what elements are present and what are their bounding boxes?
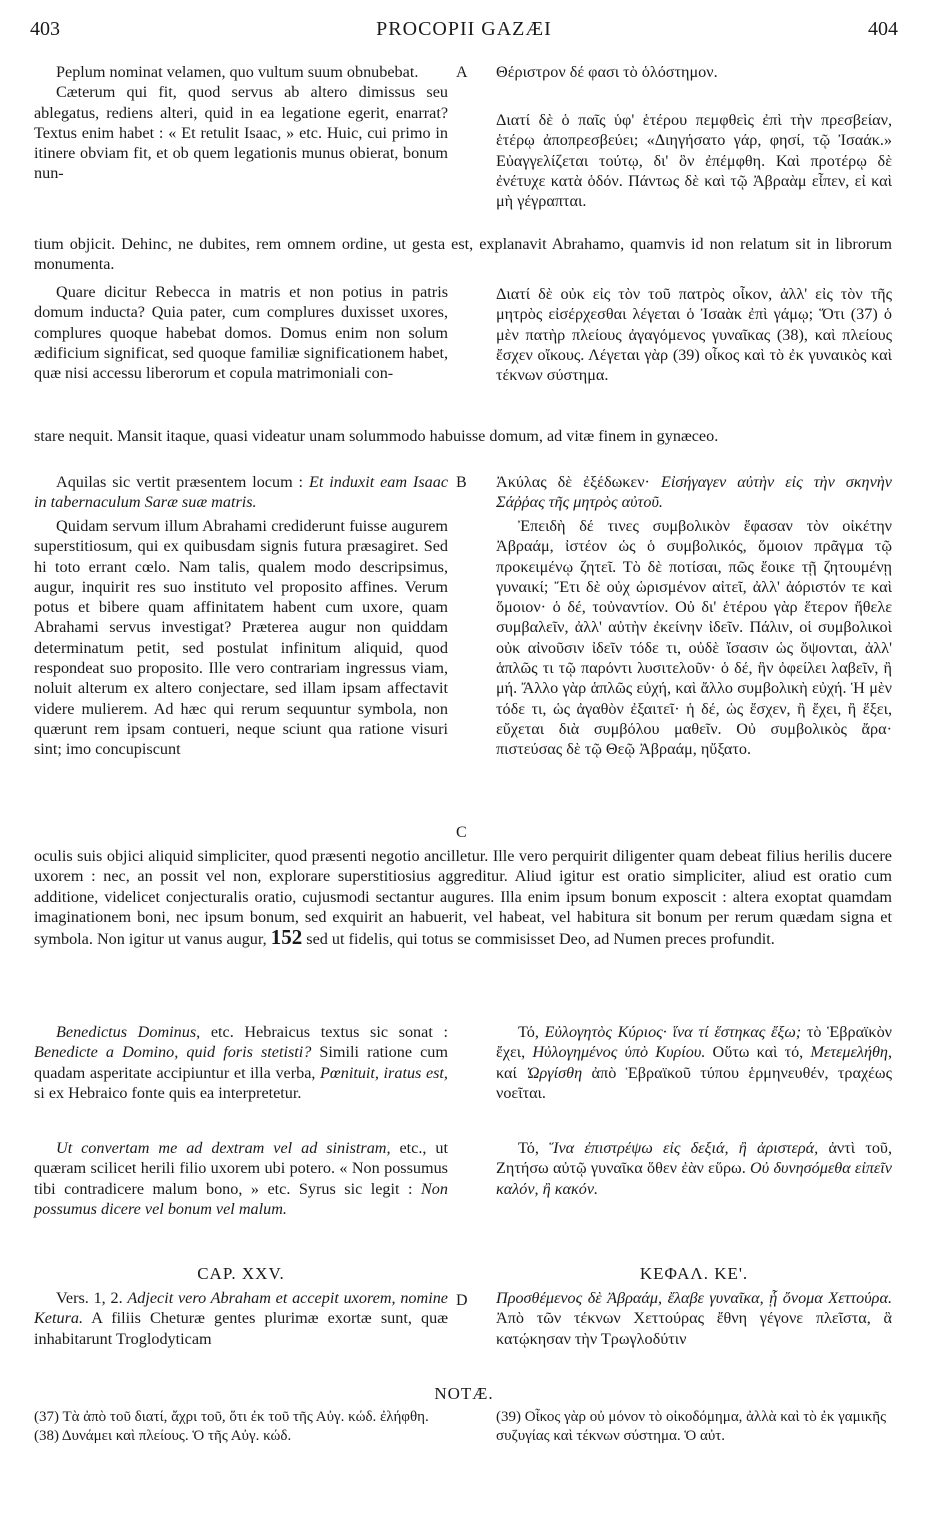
latin-quote: Benedictus Dominus, (56, 1023, 201, 1041)
latin-paragraph (34, 472, 448, 513)
greek-text: Οὕτω καὶ τό, (705, 1043, 811, 1062)
full-paragraph (34, 846, 892, 949)
greek-text: Ἀπὸ τῶν τέκνων Χεττούρας ἔθνη γέγονε πλεῖστα, ἃ κατῴκησαν τὴν Τρωγλοδύτιν (496, 1309, 892, 1348)
greek-block-4 (496, 472, 892, 513)
greek-block-8 (496, 1288, 892, 1349)
greek-text: ἀντὶ τοῦ, Ζητήσω αὐτῷ γυναῖκα ὅθεν ἐὰν εὕρω. (496, 1139, 892, 1178)
greek-quote: Ὠργίσθη (526, 1063, 583, 1082)
latin-paragraph (34, 1288, 448, 1349)
greek-text: Τό, (518, 1023, 545, 1041)
greek-block-3 (496, 284, 892, 385)
greek-block-5 (496, 516, 892, 760)
latin-quote: Et induxit eam Isaac in tabernaculum Saræ suæ matris. (34, 473, 449, 512)
latin-quote: Pœnituit, iratus est, (320, 1063, 448, 1082)
latin-text: etc., ut quæram scilicet herili filio uxorem ubi potero. « Non possumus tibi contradicere malum bono, » etc. Syrus sic legit : (34, 1139, 448, 1198)
greek-paragraph: Ἐπειδὴ δέ τινες συμβολικὸν ἔφασαν τὸν οἰκέτην Ἀβραάμ, ἰστέον ὡς ὁ συμβολικός, ὅμοιον πρᾶγμα τῷ προκειμένῳ ζητεῖ. Τὸ δὲ ποτίσαι, πῶς ἔοικε τῇ ζητουμένῃ γυναικί; Ἔτι δὲ οὐχ ὡρισμένον αἰτεῖ, ἀλλ' ἀόριστόν τε καὶ ὅμοιον· ὁ δέ, τοὐναντίον. Οὐ δι' ἑτέρου γὰρ ἕτερον ἤθελε συμβαλεῖν, ἀλλ' αὐτὴν ἐκείνην ἰδεῖν. Πάλιν, οἱ συμβολικοὶ οὐκ αἰνοῦσιν ἰδεῖν τόδε τι, οὐδὲ ἴσασιν ὡς ὄψονται, ἀλλ' ἁπλῶς τι τῷ παρόντι λυσιτελοῦν· ὁ δέ, ἣν ὀφείλει λαβεῖν, ἢ μή. Ἄλλο γὰρ ἁπλῶς εὐχή, καὶ ἄλλο συμβολικὴ εὐχή. Ἡ μὲν τόδε τι, ὡς ἀγαθὸν ἐξαιτεῖ· ἡ δέ, ὡς ἔσχεν, ἢ ἔχει, ἢ ἕξει, εὔχεται διὰ συμβόλου μαθεῖν. Οὐ συμβολικὸς ἄρα· πιστεύσας δὲ τῷ Θεῷ Ἀβραάμ, ηὔξατο. (496, 517, 892, 759)
greek-paragraph (496, 1022, 892, 1103)
greek-text: Ἀκύλας δὲ ἐξέδωκεν· (496, 473, 661, 491)
greek-paragraph: Διατί δὲ οὐκ εἰς τὸν τοῦ πατρὸς οἶκον, ἀλλ' εἰς τὸν τῆς μητρὸς εἰσέρχεσθαι λέγεται ὁ Ἰσαὰκ ἐπὶ γάμῳ; Ὅτι (37) ὁ μὲν πατὴρ πλείους ἀγαγόμενος γυναῖκας (38), καὶ πλείους ἔσχεν οἴκους. Λέγεται γὰρ (39) οἶκος καὶ τὸ ἐκ γυναικὸς καὶ τέκνων σύστημα. (496, 285, 892, 385)
margin-marker-d: D (456, 1292, 468, 1309)
latin-paragraph (34, 1022, 448, 1103)
page-header (30, 14, 898, 44)
greek-paragraph: Διατί δὲ ὁ παῖς ὑφ' ἑτέρου πεμφθεὶς ἐπὶ τὴν πρεσβείαν, ἑτέρῳ ἀποπρεσβεύει; «Διηγήσατο γάρ, φησί, τῷ Ἰσαάκ.» Εὐαγγελίζεται τούτῳ, δι' ὃν ἐπέμφθη. Καὶ προτέρῳ δὲ ἐνέτυχε κατὰ ὁδόν. Πάντως δὲ καὶ τῷ Ἀβραὰμ εἶπεν, εἰ καὶ μὴ γέγραπται. (496, 111, 892, 211)
latin-block-3 (34, 472, 448, 513)
latin-quote: Benedicte a Domino, quid foris stetisti? (34, 1043, 312, 1062)
greek-paragraph (496, 1138, 892, 1199)
verse-reference: Vers. 1, 2. (56, 1289, 128, 1307)
latin-paragraph: Quidam servum illum Abrahami crediderunt fuisse augurem superstitiosum, qui ex quibusdam signis futura præsagiret. Sed hi toto errant cœlo. Nam talis, qualem modo descripsimus, augur, inquirit res suo instituto vel proposito affines. Verum potus et bibere quam affinitatem habent cum uxore, quam Abrahami servus investigat? Præterea augur non quiddam determinatum petit, sed postulat infinitum aliquid, quod respondeat suo proposito. Ille vero contrariam ingressus viam, noluit alterum ex altero conjectare, sed illam ipsam affectavit videre mulierem. Ad hæc qui rerum sequuntur symbola, non quærunt rem ipsam contueri, neque sciunt qua ratione visuri sint; imo concupiscunt (34, 517, 448, 759)
greek-block-2 (496, 110, 892, 211)
margin-marker-a: A (456, 64, 468, 81)
latin-block-6 (34, 1138, 448, 1219)
latin-text: Aquilas sic vertit præsentem locum : (56, 473, 309, 491)
latin-quote: Non possumus dicere vel bonum vel malum. (34, 1179, 448, 1218)
latin-paragraph: Quare dicitur Rebecca in matris et non potius in patris domum inducta? Quia pater, cum complures duxisset uxores, complures quoque habebat domos. Domus enim non solum ædificium significat, sed quoque familiæ significationem habet, quæ nisi accessu liberorum et copula matrimoniali con- (34, 283, 448, 383)
greek-quote: Ἵνα ἐπιστρέψω εἰς δεξιά, ἢ ἀριστερά, (549, 1139, 819, 1157)
latin-block-2 (34, 282, 448, 383)
chapter-heading-latin: CAP. XXV. (197, 1264, 285, 1283)
page-number-left: 403 (30, 18, 60, 40)
greek-quote: Προσθέμενος δὲ Ἀβραάμ, ἔλαβε γυναῖκα, ᾗ ὄνομα Χεττούρα. (496, 1289, 892, 1307)
note-37: (37) Τὰ ἀπὸ τοῦ διατί, ἄχρι τοῦ, ὅτι ἐκ τοῦ τῆς Αὐγ. κώδ. ἐλήφθη. (34, 1409, 429, 1425)
latin-quote: Ut convertam me ad dextram vel ad sinistram, (56, 1139, 391, 1157)
greek-text: Τό, (518, 1139, 550, 1157)
margin-marker-b: B (456, 474, 467, 491)
greek-quote: Εἰσήγαγεν αὐτὴν εἰς τὴν σκηνὴν Σάῤῥας τῆς μητρὸς αὐτοῦ. (496, 473, 892, 512)
latin-text: A filiis Cheturæ gentes plurimæ exortæ sunt, quæ inhabitarunt Troglodyticam (34, 1309, 448, 1348)
notes-heading: NOTÆ. (434, 1384, 494, 1403)
running-title: PROCOPII GAZÆI (376, 18, 552, 40)
full-text: oculis suis objici aliquid simpliciter, quod præsenti negotio ancilletur. Ille vero perquirit diligenter quam debeat filius herilis ducere uxorem : nec, an possit vel non, explorare superstitiosius aggreditur. Aliud igitur est oratio simpliciter, aliud est oratio cum additione, videlicet conjecturalis oratio, cujusmodi sectantur augures. Illa enim ipsum bonum exposcit : altera exoptat quamdam imaginationem boni, nec ipsum bonum, sed exquirit an habuerit, vel habeat, vel habitura sit bonum per rerum quædam signa et symbola. Non igitur ut vanus augur, (34, 847, 892, 949)
latin-block-7 (34, 1288, 448, 1349)
margin-page-number: 152 (270, 925, 303, 950)
note-38: (38) Δυνάμει καὶ πλείους. Ὁ τῆς Αὐγ. κώδ. (34, 1427, 292, 1444)
latin-paragraph: Peplum nominat velamen, quo vultum suum obnubebat. (56, 63, 419, 81)
full-width-block-2 (34, 426, 892, 446)
greek-text: ἀπὸ Ἑβραϊκοῦ τύπου ἑρμηνευθέν, τραχέως νοεῖται. (496, 1063, 892, 1102)
greek-block-6 (496, 1022, 892, 1103)
latin-paragraph (34, 1138, 448, 1219)
latin-block-5 (34, 1022, 448, 1103)
greek-block-7 (496, 1138, 892, 1199)
greek-paragraph (496, 1288, 892, 1349)
full-paragraph: tium objicit. Dehinc, ne dubites, rem omnem ordine, ut gesta est, explanavit Abrahamo, quamvis id non relatum sit in librorum monumenta. (34, 235, 892, 274)
greek-quote: Ηὐλογημένος ὑπὸ Κυρίου. (532, 1043, 706, 1062)
latin-text: etc. Hebraicus textus sic sonat : (200, 1023, 448, 1041)
latin-block-1 (34, 62, 448, 184)
greek-paragraph: Θέριστρον δέ φασι τὸ ὁλόστημον. (496, 63, 718, 81)
latin-paragraph: Cæterum qui fit, quod servus ab altero dimissus seu ablegatus, rediens alteri, quid in ea legatione egerit, enarrat? Textus enim habet : « Et retulit Isaac, » etc. Huic, cui primo in itinere obviam fit, et ob quem legationis munus obierat, bonum nun- (34, 83, 448, 183)
full-width-block-1 (34, 234, 892, 275)
greek-text: , καί (496, 1043, 892, 1082)
greek-quote: Μετεμελήθη (810, 1043, 888, 1062)
latin-quote: Adjecit vero Abraham et accepit uxorem, nomine Ketura. (34, 1289, 448, 1328)
notes-right (496, 1408, 892, 1445)
greek-paragraph (496, 472, 892, 513)
full-paragraph: stare nequit. Mansit itaque, quasi videatur unam solummodo habuisse domum, ad vitæ finem in gynæceo. (34, 427, 719, 445)
greek-block-1 (496, 62, 892, 82)
margin-marker-c: C (456, 824, 467, 841)
full-text: sed ut fidelis, qui totus se commisisset Deo, ad Numen preces profundit. (306, 930, 775, 949)
page-number-right: 404 (868, 18, 898, 40)
latin-text: Simili ratione cum quadam asperitate accipiuntur et illa verba, (34, 1043, 448, 1082)
greek-quote: Οὐ δυνησόμεθα εἰπεῖν καλόν, ἢ κακόν. (496, 1159, 892, 1198)
note-39: (39) Οἶκος γὰρ οὐ μόνον τὸ οἰκοδόμημα, ἀλλὰ καὶ τὸ ἐκ γαμικῆς συζυγίας καὶ τέκνων σύστημα. Ὁ αὐτ. (496, 1409, 887, 1444)
full-width-block-3 (34, 846, 892, 949)
notes-left (34, 1408, 454, 1445)
latin-block-4 (34, 516, 448, 760)
greek-quote: Εὐλογητὸς Κύριος· ἵνα τί ἕστηκας ἔξω; (544, 1023, 802, 1041)
greek-text: τὸ Ἑβραϊκὸν ἔχει, (496, 1023, 892, 1062)
chapter-heading-greek: ΚΕΦΑΛ. ΚΕ'. (639, 1264, 749, 1283)
latin-text: si ex Hebraico fonte quis ea interpretetur. (34, 1083, 302, 1102)
